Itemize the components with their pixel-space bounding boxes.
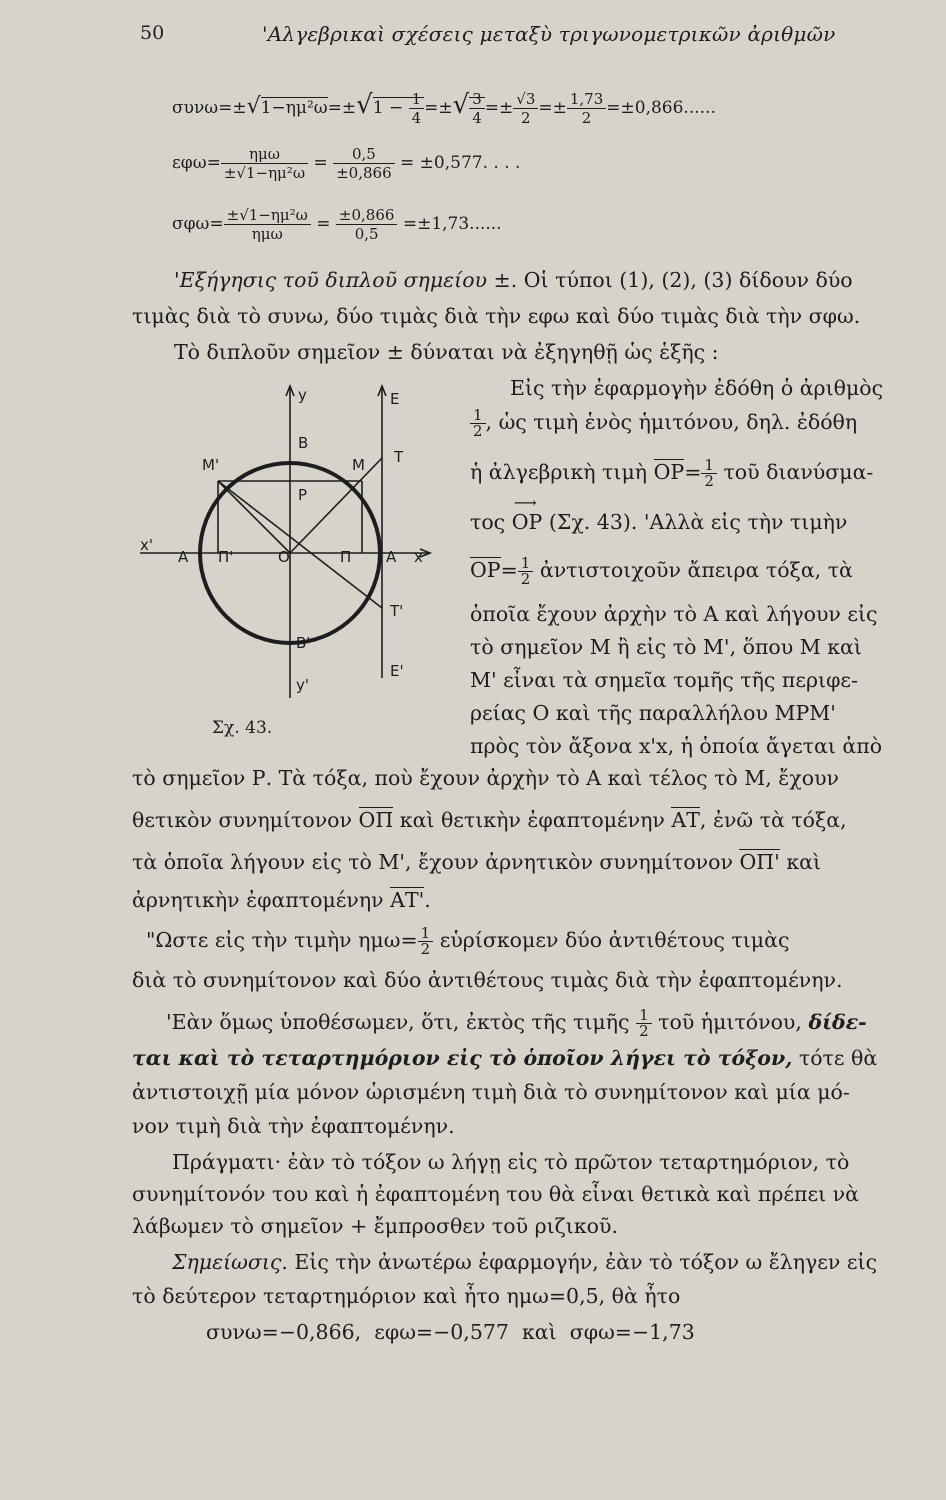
running-title: 'Αλγεβρικαὶ σχέσεις μεταξὺ τριγωνομετρικῶν ἀριθμῶν — [262, 22, 836, 46]
sqrt-sign: √ — [452, 90, 470, 120]
label-a-left: A — [178, 548, 189, 566]
sqrt-sign: √ — [246, 94, 261, 119]
label-b: B — [298, 434, 309, 452]
eq-sign: =± — [484, 98, 514, 118]
paragraph-line: ρείας Ο καὶ τῆς παραλλήλου ΜΡΜ' — [470, 701, 836, 725]
segment-op: ΟΠ — [358, 808, 394, 832]
cos-equation — [172, 90, 716, 127]
radicand-prefix: 1 − — [372, 98, 404, 118]
paragraph-line — [470, 408, 857, 439]
text: (Σχ. 43). 'Αλλὰ εἰς τὴν τιμὴν — [548, 510, 848, 534]
paragraph-line: λάβωμεν τὸ σημεῖον + ἔμπροσθεν τοῦ ριζικοῦ. — [132, 1214, 618, 1238]
text: θετικὸν συνημίτονον — [132, 808, 352, 832]
paragraph-line — [132, 810, 847, 831]
numerator: 1 — [409, 90, 425, 109]
paragraph-line: διὰ τὸ συνημίτονον καὶ δύο ἀντιθέτους τιμὰς διὰ τὴν ἐφαπτομένην. — [132, 968, 843, 992]
numerator: 0,5 — [333, 145, 395, 164]
segment-op-prime: ΟΠ' — [739, 850, 780, 874]
eq-sign: = — [313, 153, 328, 173]
text: καὶ — [786, 850, 822, 874]
numerator: ±0,866 — [336, 206, 398, 225]
radicand — [469, 90, 485, 127]
fraction — [221, 145, 308, 182]
paragraph-line: νον τιμὴ διὰ τὴν ἐφαπτομένην. — [132, 1114, 455, 1138]
fraction — [336, 206, 398, 243]
label-y-prime: y' — [296, 676, 310, 694]
denominator: 0,5 — [354, 225, 379, 243]
eq-sign: = — [684, 460, 702, 484]
label-y: y — [298, 386, 307, 404]
denominator: 2 — [704, 472, 714, 490]
denominator: 2 — [520, 570, 531, 588]
numerator: 1 — [518, 556, 534, 572]
label-x: x — [414, 548, 423, 566]
paragraph-line: Πράγματι· ἐὰν τὸ τόξον ω λήγῃ εἰς τὸ πρῶτον τεταρτημόριον, τὸ — [172, 1150, 850, 1174]
text: ἡ ἀλγεβρικὴ τιμὴ — [470, 460, 648, 484]
sqrt-sign: √ — [356, 90, 373, 120]
vector-label: OP — [511, 510, 543, 534]
label-b-prime: B' — [296, 634, 311, 652]
fraction — [224, 206, 311, 243]
paragraph-line: πρὸς τὸν ἄξονα x'x, ἡ ὁποία ἄγεται ἀπὸ — [470, 734, 883, 758]
paragraph-line: τὸ σημεῖον Μ ἢ εἰς τὸ Μ', ὅπου Μ καὶ — [470, 635, 862, 659]
text: , ἐνῶ τὰ τόξα, — [699, 808, 847, 832]
text: τότε θὰ — [798, 1046, 878, 1070]
label-o: O — [278, 548, 290, 566]
segment-op: OP — [653, 460, 685, 484]
numerator: √3 — [513, 90, 538, 109]
eq-sign: = — [316, 214, 331, 234]
line-om-prime — [218, 481, 290, 553]
denominator: 2 — [521, 109, 531, 127]
numerator: ±√1−ημ²ω — [224, 206, 311, 225]
numerator: 1 — [636, 1008, 652, 1024]
numerator: 1 — [470, 408, 486, 424]
result: =±0,866...... — [606, 98, 716, 118]
tan-equation — [172, 145, 520, 182]
vector-op — [511, 493, 543, 534]
fraction — [469, 90, 485, 127]
paragraph-line — [174, 270, 853, 291]
paragraph-line — [470, 493, 848, 534]
paragraph-line — [146, 926, 789, 957]
section-heading: 'Εξήγησις τοῦ διπλοῦ σημείου ±. — [174, 268, 518, 292]
tan-lhs: εφω= — [172, 153, 221, 173]
paragraph-line — [132, 852, 821, 873]
fraction — [418, 926, 434, 957]
text: τοῦ διανύσμα- — [723, 460, 874, 484]
text: τὰ ὁποῖα λήγουν εἰς τὸ Μ', ἔχουν ἀρνητικὸν συνημίτονον — [132, 850, 733, 874]
text: , ὡς τιμὴ ἑνὸς ἡμιτόνου, δηλ. ἐδόθη — [485, 410, 858, 434]
paragraph-line — [166, 1008, 867, 1039]
label-e-prime: E' — [390, 662, 404, 680]
label-pi: Π — [340, 548, 352, 566]
figure-caption: Σχ. 43. — [212, 718, 273, 738]
denominator: ±0,866 — [336, 164, 392, 182]
fraction — [333, 145, 395, 182]
note-heading: Σημείωσις. — [172, 1250, 288, 1274]
radicand — [372, 90, 424, 127]
cot-lhs: σφω= — [172, 214, 224, 234]
text: Εἰς τὴν ἀνωτέρω ἐφαρμογήν, ἐὰν τὸ τόξον ω ἔληγεν εἰς — [294, 1250, 878, 1274]
denominator: 2 — [639, 1022, 649, 1040]
fraction — [470, 408, 486, 439]
paragraph-line: Τὸ διπλοῦν σημεῖον ± δύναται νὰ ἐξηγηθῇ ὡς ἑξῆς : — [174, 340, 719, 364]
emphasis: δίδε- — [808, 1010, 867, 1034]
denominator: 2 — [581, 109, 592, 127]
paragraph-line: ὁποῖα ἔχουν ἀρχὴν τὸ Α καὶ λήγουν εἰς — [470, 602, 878, 626]
fraction — [513, 90, 538, 127]
eq-sign: =± — [327, 98, 357, 118]
paragraph-line — [470, 458, 873, 489]
paragraph-line: συνημίτονόν του καὶ ἡ ἐφαπτομένη του θὰ εἶναι θετικὰ καὶ πρέπει νὰ — [132, 1182, 859, 1206]
paragraph-line: τὸ δεύτερον τεταρτημόριον καὶ ἦτο ημω=0,5, θὰ ἦτο — [132, 1284, 681, 1308]
denominator: ±√1−ημ²ω — [223, 164, 306, 182]
denominator: 2 — [473, 422, 483, 440]
paragraph-line: τὸ σημεῖον Ρ. Τὰ τόξα, ποὺ ἔχουν ἀρχὴν τὸ Α καὶ τέλος τὸ Μ, ἔχουν — [132, 766, 839, 790]
denominator: 4 — [411, 109, 422, 127]
vector-arrow-icon: ⟶ — [513, 493, 537, 512]
label-m-prime: M' — [202, 456, 220, 474]
text: καὶ θετικὴν ἐφαπτομένην — [399, 808, 665, 832]
label-pi-prime: Π' — [218, 548, 234, 566]
label-e: E — [390, 390, 400, 408]
denominator: 2 — [420, 940, 431, 958]
label-t: T — [394, 448, 404, 466]
unit-circle-figure — [140, 378, 470, 738]
denominator: 4 — [472, 109, 482, 127]
text: "Ωστε εἰς τὴν τιμὴν ημω= — [146, 928, 418, 952]
paragraph-line — [172, 1252, 877, 1273]
radicand: 1−ημ²ω — [260, 98, 328, 118]
numerator: ημω — [221, 145, 308, 164]
result: = ±0,577. . . . — [400, 153, 521, 173]
fraction — [518, 556, 534, 587]
denominator: ημω — [251, 225, 283, 243]
text: τοῦ ἡμιτόνου, — [658, 1010, 802, 1034]
fraction — [409, 90, 425, 127]
paragraph-line: Εἰς τὴν ἐφαρμογὴν ἐδόθη ὁ ἀριθμὸς — [510, 376, 884, 400]
label-p: P — [298, 486, 308, 504]
segment-op: OP — [470, 558, 501, 582]
paragraph-line: τιμὰς διὰ τὸ συνω, δύο τιμὰς διὰ τὴν εφω καὶ δύο τιμὰς διὰ τὴν σφω. — [132, 304, 861, 328]
text: . — [424, 888, 431, 912]
paragraph-line — [470, 556, 853, 587]
fraction — [567, 90, 606, 127]
fraction — [636, 1008, 652, 1039]
text: Οἱ τύποι (1), (2), (3) δίδουν δύο — [523, 268, 853, 292]
emphasis: ται καὶ τὸ τεταρτημόριον εἰς τὸ ὁποῖον λήγει τὸ τόξον, — [132, 1046, 793, 1070]
paragraph-line: ἀντιστοιχῇ μία μόνον ὡρισμένη τιμὴ διὰ τὸ συνημίτονον καὶ μία μό- — [132, 1080, 850, 1104]
result: =±1,73...... — [402, 214, 502, 234]
segment-at-prime: ΑΤ' — [390, 888, 425, 912]
text: 'Εὰν ὅμως ὑποθέσωμεν, ὅτι, ἐκτὸς τῆς τιμῆς — [166, 1010, 630, 1034]
numerator: 1 — [418, 926, 434, 942]
label-a: A — [386, 548, 397, 566]
eq-sign: = — [500, 558, 518, 582]
text: τος — [470, 510, 506, 534]
cos-lhs: συνω=± — [172, 98, 247, 118]
paragraph-line — [132, 1048, 877, 1069]
eq-sign: =± — [538, 98, 567, 118]
fraction — [701, 458, 717, 489]
label-t-prime: T' — [390, 602, 404, 620]
eq-sign: =± — [424, 98, 453, 118]
numerator: 1 — [701, 458, 717, 474]
text: ἀρνητικὴν ἐφαπτομένην — [132, 888, 384, 912]
segment-at: ΑΤ — [671, 808, 700, 832]
paragraph-line: Μ' εἶναι τὰ σημεῖα τομῆς τῆς περιφε- — [470, 668, 858, 692]
result-line: συνω=−0,866, εφω=−0,577 καὶ σφω=−1,73 — [206, 1320, 695, 1344]
numerator: 3 — [469, 90, 485, 109]
text: εὑρίσκομεν δύο ἀντιθέτους τιμὰς — [439, 928, 790, 952]
paragraph-line — [132, 890, 431, 911]
numerator: 1,73 — [567, 90, 606, 109]
label-m: M — [352, 456, 365, 474]
cot-equation — [172, 206, 502, 243]
page-number: 50 — [140, 22, 165, 44]
label-x-prime: x' — [140, 536, 154, 554]
text: ἀντιστοιχοῦν ἄπειρα τόξα, τὰ — [539, 558, 853, 582]
